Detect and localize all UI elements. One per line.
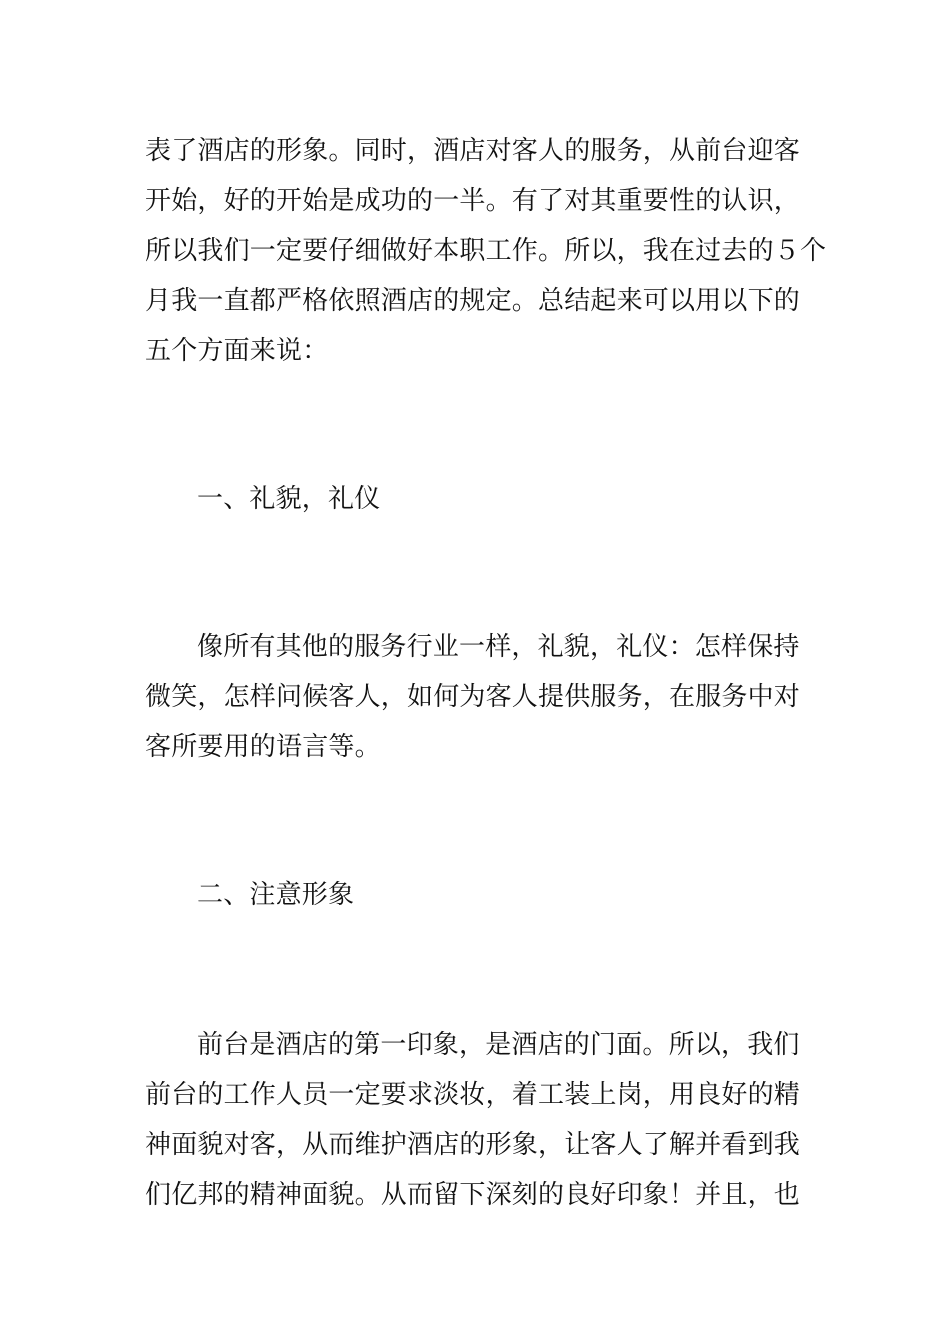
- section-heading-1: 一、礼貌，礼仪: [197, 484, 381, 514]
- text-line: 客所要用的语言等。: [145, 732, 381, 762]
- text-line: 前台的工作人员一定要求淡妆，着工装上岗，用良好的精: [145, 1080, 801, 1110]
- text-line: 们亿邦的精神面貌。从而留下深刻的良好印象！并且，也: [145, 1180, 801, 1210]
- section-heading-2: 二、注意形象: [197, 880, 355, 910]
- text-line: 像所有其他的服务行业一样，礼貌，礼仪：怎样保持: [197, 632, 800, 662]
- text-line: 月我一直都严格依照酒店的规定。总结起来可以用以下的: [145, 286, 801, 316]
- text-line: 五个方面来说：: [145, 336, 329, 366]
- text-line: 神面貌对客，从而维护酒店的形象，让客人了解并看到我: [145, 1130, 801, 1160]
- text-line: 所以我们一定要仔细做好本职工作。所以，我在过去的５个: [145, 236, 827, 266]
- text-line: 前台是酒店的第一印象，是酒店的门面。所以，我们: [197, 1030, 800, 1060]
- text-line: 开始，好的开始是成功的一半。有了对其重要性的认识，: [145, 186, 801, 216]
- text-line: 表了酒店的形象。同时，酒店对客人的服务，从前台迎客: [145, 136, 801, 166]
- text-line: 微笑，怎样问候客人，如何为客人提供服务，在服务中对: [145, 682, 801, 712]
